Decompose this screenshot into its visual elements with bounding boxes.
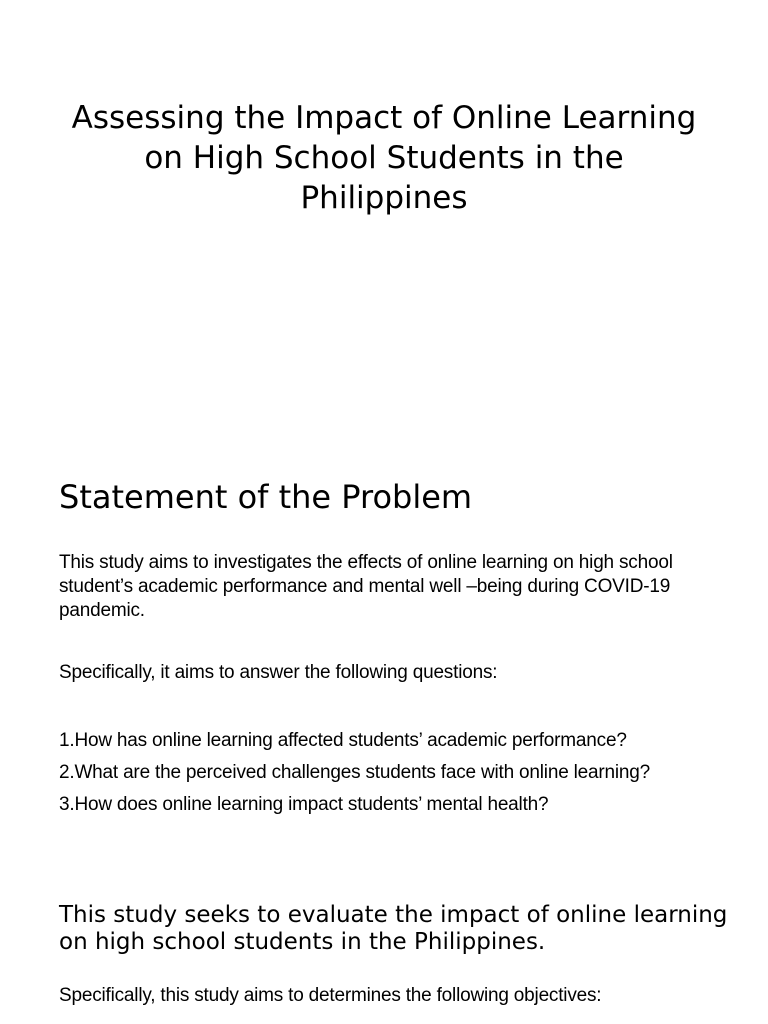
intro-paragraph: This study aims to investigates the effects of online learning on high school student’s academic performance and mental well –being during COVID-19 pandemic. — [59, 552, 673, 621]
section-heading: Statement of the Problem — [59, 478, 473, 516]
research-questions-list — [59, 725, 650, 821]
research-question: 1.How has online learning affected students’ academic performance? — [59, 730, 627, 751]
study-purpose-paragraph: This study seeks to evaluate the impact of online learning on high school students in the Philippines. — [59, 902, 728, 955]
document-title: Assessing the Impact of Online Learning on High School Students in the Philippines — [71, 100, 697, 216]
specifically-line: Specifically, it aims to answer the following questions: — [59, 662, 498, 683]
research-question: 3.How does online learning impact students’ mental health? — [59, 794, 549, 815]
research-question: 2.What are the perceived challenges students face with online learning? — [59, 762, 651, 783]
objectives-line: Specifically, this study aims to determines the following objectives: — [59, 985, 602, 1006]
